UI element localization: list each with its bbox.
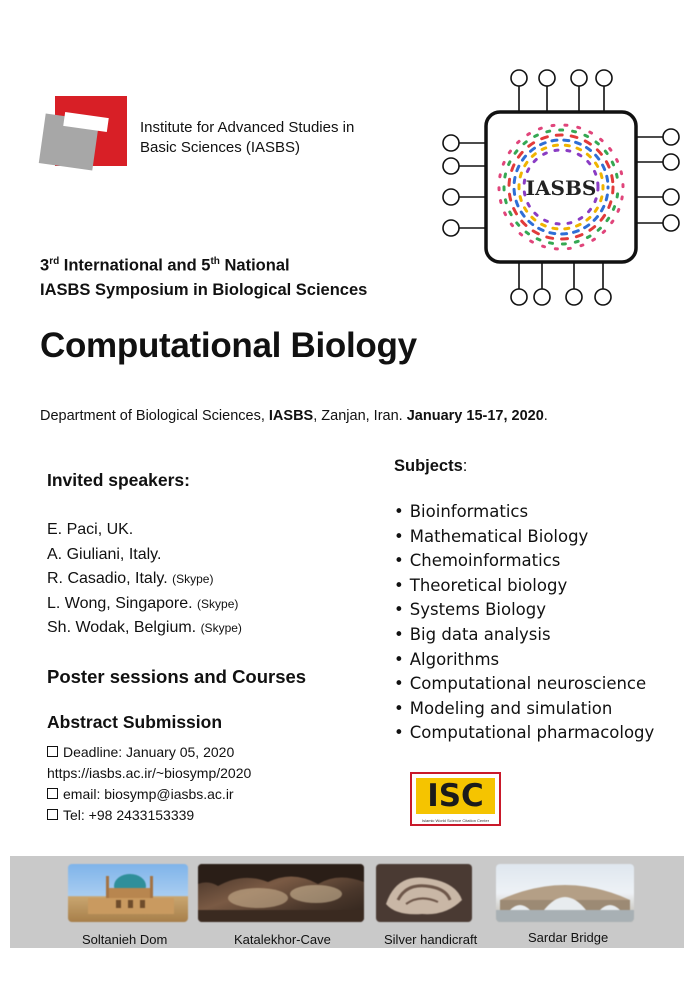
subjects-list bbox=[394, 500, 654, 746]
speaker-item: Sh. Wodak, Belgium. (Skype) bbox=[47, 619, 242, 636]
subject-item: • Bioinformatics bbox=[394, 500, 654, 525]
abstract-heading: Abstract Submission bbox=[47, 712, 223, 732]
speakers-list bbox=[47, 518, 242, 641]
caption-soltanieh: Soltanieh Dom bbox=[82, 932, 168, 947]
symposium-line-2: IASBS Symposium in Biological Sciences bbox=[40, 280, 368, 299]
places-strip bbox=[10, 856, 684, 948]
subject-item: • Computational pharmacology bbox=[394, 721, 654, 746]
photo-sardar-bridge bbox=[496, 864, 634, 922]
speaker-item: L. Wong, Singapore. (Skype) bbox=[47, 594, 239, 612]
isc-logo: ISC Islamic World Science Citation Center bbox=[410, 772, 501, 826]
subject-item: • Theoretical biology bbox=[394, 574, 654, 599]
subject-item: • Mathematical Biology bbox=[394, 525, 654, 550]
photo-katalekhor-cave bbox=[198, 864, 364, 922]
photo-soltanieh-dome bbox=[68, 864, 188, 922]
institute-line-2: Basic Sciences (IASBS) bbox=[140, 139, 301, 156]
speaker-item: E. Paci, UK. bbox=[47, 521, 134, 538]
caption-katalekhor: Katalekhor-Cave bbox=[234, 932, 331, 947]
institute-name bbox=[140, 118, 370, 158]
symposium-heading bbox=[40, 250, 440, 302]
subject-item: • Big data analysis bbox=[394, 623, 654, 648]
subject-item: • Algorithms bbox=[394, 648, 654, 673]
subject-item: • Chemoinformatics bbox=[394, 549, 654, 574]
speaker-item: R. Casadio, Italy. (Skype) bbox=[47, 570, 214, 587]
subject-item: • Computational neuroscience bbox=[394, 672, 654, 697]
department-line: Department of Biological Sciences, IASBS, Zanjan, Iran. January 15-17, 2020. bbox=[40, 408, 548, 424]
deadline-line: Deadline: January 05, 2020 bbox=[47, 742, 251, 763]
caption-silver: Silver handicraft bbox=[384, 932, 478, 947]
subjects-heading: Subjects: bbox=[394, 457, 468, 475]
abstract-details bbox=[47, 742, 251, 826]
page-title: Computational Biology bbox=[40, 326, 417, 365]
institute-line-1: Institute for Advanced Studies in bbox=[140, 119, 355, 136]
poster-heading: Poster sessions and Courses bbox=[47, 666, 307, 687]
url-link[interactable]: https://iasbs.ac.ir/~biosymp/2020 bbox=[47, 765, 252, 781]
photo-silver-handicraft bbox=[376, 864, 472, 922]
checkbox-icon bbox=[47, 809, 58, 820]
emblem-text: IASBS bbox=[525, 176, 597, 200]
symposium-line-1: 3rd International and 5th National bbox=[40, 256, 290, 275]
subject-item: • Systems Biology bbox=[394, 598, 654, 623]
caption-sardar: Sardar Bridge bbox=[528, 930, 609, 945]
checkbox-icon bbox=[47, 746, 58, 757]
tel-line: Tel: +98 2433153339 bbox=[47, 805, 251, 826]
speakers-heading: Invited speakers: bbox=[47, 470, 190, 490]
email-line[interactable]: email: biosymp@iasbs.ac.ir bbox=[47, 784, 251, 805]
subject-item: • Modeling and simulation bbox=[394, 697, 654, 722]
checkbox-icon bbox=[47, 788, 58, 799]
iasbs-chip-emblem-icon bbox=[440, 66, 685, 311]
speaker-item: A. Giuliani, Italy. bbox=[47, 545, 162, 563]
